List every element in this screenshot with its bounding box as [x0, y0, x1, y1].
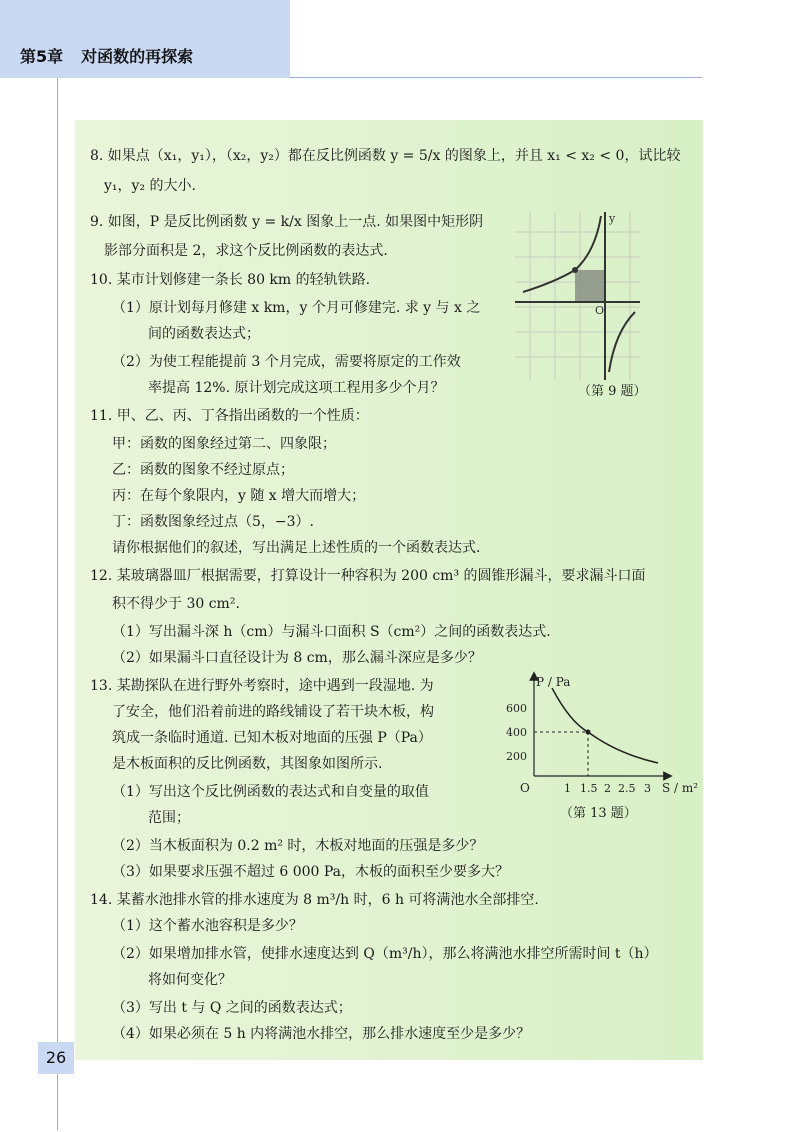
- exercise-14-line-5: （3）写出 t 与 Q 之间的函数表达式；: [112, 1000, 352, 1016]
- figure-9-branch-q4: [609, 312, 635, 372]
- header-rule: [290, 77, 702, 78]
- exercise-13-line-1: 13. 某勘探队在进行野外考察时，途中遇到一段湿地. 为: [90, 678, 434, 694]
- figure-13-x-tick-2: 2: [604, 782, 611, 795]
- exercise-9-line-1: 9. 如图，P 是反比例函数 y = k/x 图象上一点. 如果图中矩形阴: [90, 214, 484, 230]
- exercise-11-line-2: 甲：函数的图象经过第二、四象限；: [112, 436, 336, 452]
- figure-13-y-tick-200: 200: [506, 750, 527, 763]
- figure-9-origin-label: O: [595, 304, 605, 317]
- exercise-13-line-2: 了安全，他们沿着前进的路线铺设了若干块木板，构: [112, 704, 434, 720]
- exercise-8-line-2: y₁，y₂ 的大小.: [104, 178, 196, 194]
- figure-9-caption: （第 9 题）: [578, 384, 647, 399]
- exercise-11-line-4: 丙：在每个象限内，y 随 x 增大而增大；: [112, 488, 366, 504]
- exercise-12-line-2: 积不得少于 30 cm².: [112, 596, 240, 612]
- figure-9-y-label: y: [609, 212, 616, 225]
- exercise-13-line-3: 筑成一条临时通道. 已知木板对地面的压强 P（Pa）: [112, 730, 432, 746]
- exercise-8-line-1: 8. 如果点（x₁，y₁），（x₂，y₂）都在反比例函数 y = 5/x 的图象上，并且 x₁ < x₂ < 0，试比较: [90, 148, 681, 164]
- figure-13-origin: O: [520, 781, 530, 795]
- exercise-10-line-1: 10. 某市计划修建一条长 80 km 的轻轨铁路.: [90, 272, 371, 288]
- chapter-header: [20, 44, 193, 67]
- figure-13-x-tick-2-5: 2.5: [618, 782, 636, 795]
- exercise-14-line-6: （4）如果必须在 5 h 内将满池水排空，那么排水速度至少是多少？: [112, 1026, 531, 1042]
- exercise-11-line-3: 乙：函数的图象不经过原点；: [112, 462, 294, 478]
- chapter-number: 第5章: [20, 47, 64, 66]
- page-number: 26: [38, 1042, 74, 1074]
- figure-13-y-tick-400: 400: [506, 726, 527, 739]
- figure-13-x-tick-3: 3: [644, 782, 651, 795]
- chapter-title: 对函数的再探索: [81, 47, 194, 66]
- exercise-13-line-7: （2）当木板面积为 0.2 m² 时，木板对地面的压强是多少？: [112, 838, 484, 854]
- figure-13-graph: [500, 668, 700, 800]
- exercise-13-line-8: （3）如果要求压强不超过 6 000 Pa，木板的面积至少要多大？: [112, 864, 510, 880]
- exercise-10-line-5: 率提高 12%. 原计划完成这项工程用多少个月？: [148, 380, 445, 396]
- exercise-12-line-4: （2）如果漏斗口直径设计为 8 cm，那么漏斗深应是多少？: [112, 650, 482, 666]
- figure-9-shaded-rectangle: [575, 270, 605, 302]
- exercise-10-line-3: 间的函数表达式；: [148, 326, 260, 342]
- figure-13-x-label: S / m²: [662, 781, 699, 795]
- figure-9-graph: [515, 212, 640, 380]
- exercise-9-line-2: 影部分面积是 2，求这个反比例函数的表达式.: [104, 243, 388, 259]
- exercise-12-line-3: （1）写出漏斗深 h（cm）与漏斗口面积 S（cm²）之间的函数表达式.: [112, 624, 551, 640]
- figure-13-curve: [552, 688, 658, 763]
- exercise-11-line-6: 请你根据他们的叙述，写出满足上述性质的一个函数表达式.: [112, 540, 481, 556]
- exercise-14-line-3: （2）如果增加排水管，使排水速度达到 Q（m³/h），那么将满池水排空所需时间 t（h）: [112, 946, 658, 962]
- figure-9-point-p: [572, 267, 578, 273]
- figure-13-caption: （第 13 题）: [560, 806, 637, 821]
- exercise-11-line-5: 丁：函数图象经过点（5，−3）.: [112, 514, 314, 530]
- figure-13-x-tick-1: 1: [564, 782, 571, 795]
- figure-13-x-tick-1-5: 1.5: [580, 782, 598, 795]
- exercise-11-line-1: 11. 甲、乙、丙、丁各指出函数的一个性质：: [90, 408, 369, 424]
- figure-13-y-tick-600: 600: [506, 702, 527, 715]
- exercise-12-line-1: 12. 某玻璃器皿厂根据需要，打算设计一种容积为 200 cm³ 的圆锥形漏斗，要求漏斗口面: [90, 568, 646, 584]
- margin-rule: [57, 78, 58, 1130]
- exercise-10-line-4: （2）为使工程能提前 3 个月完成，需要将原定的工作效: [112, 354, 461, 370]
- exercise-13-line-4: 是木板面积的反比例函数，其图象如图所示.: [112, 756, 383, 772]
- exercise-14-line-4: 将如何变化？: [148, 972, 232, 988]
- figure-13-y-label: P / Pa: [536, 675, 571, 689]
- exercise-14-line-2: （1）这个蓄水池容积是多少？: [112, 918, 303, 934]
- exercise-14-line-1: 14. 某蓄水池排水管的排水速度为 8 m³/h 时，6 h 可将满池水全部排空.: [90, 892, 539, 908]
- exercise-13-line-5: （1）写出这个反比例函数的表达式和自变量的取值: [112, 784, 429, 800]
- exercise-13-line-6: 范围；: [148, 810, 190, 826]
- exercise-10-line-2: （1）原计划每月修建 x km，y 个月可修建完. 求 y 与 x 之: [112, 300, 481, 316]
- figure-13-point: [586, 730, 591, 735]
